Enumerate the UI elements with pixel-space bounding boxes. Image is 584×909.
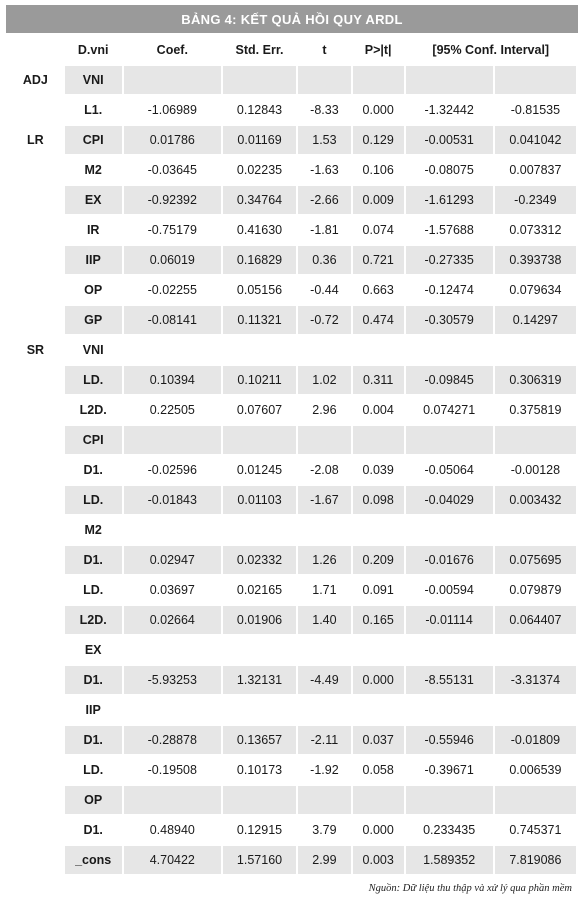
cell-var: OP [65,786,122,814]
cell-lo: 0.233435 [423,823,476,837]
cell-grp [8,546,63,574]
table-row [8,126,576,154]
cell-t: -0.44 [310,283,339,297]
cell-se: 0.02332 [223,546,296,574]
cell-hi: 0.393738 [495,246,576,274]
cell-se: 0.01245 [236,463,283,477]
table-row [8,426,576,454]
table-row [8,636,576,664]
cell-lo: -1.32442 [424,103,474,117]
cell-var: L2D. [65,606,122,634]
header-cell: Coef. [156,43,188,57]
cell-lo: 0.074271 [423,403,476,417]
cell-t: -2.66 [298,186,351,214]
cell-grp [8,636,63,664]
cell-p: 0.004 [362,403,394,417]
cell-var: LD. [65,486,122,514]
cell-t: -4.49 [298,666,351,694]
cell-grp [8,576,63,604]
cell-grp [8,606,63,634]
cell-t: -1.63 [310,163,339,177]
header-cell: t [322,43,327,57]
cell-lo [406,336,493,364]
cell-grp: ADJ [22,73,48,87]
table-row [8,66,576,94]
cell-var: M2 [84,163,102,177]
cell-grp [8,456,63,484]
cell-lo: -0.08075 [424,163,474,177]
cell-hi: 7.819086 [495,846,576,874]
cell-hi: 0.064407 [495,606,576,634]
cell-p: 0.037 [353,726,404,754]
table-row [8,546,576,574]
cell-grp [8,366,63,394]
cell-hi: -0.01809 [495,726,576,754]
table-row [8,156,576,184]
cell-p: 0.003 [353,846,404,874]
cell-p: 0.209 [353,546,404,574]
cell-coef: 0.02947 [124,546,221,574]
cell-var: D1. [65,546,122,574]
cell-hi: -3.31374 [495,666,576,694]
cell-lo: 1.589352 [406,846,493,874]
cell-p [353,516,404,544]
table-row [8,456,576,484]
cell-se: 0.10173 [236,763,283,777]
cell-t: 1.26 [298,546,351,574]
cell-t [298,336,351,364]
regression-table [6,34,578,876]
cell-var: D1. [65,726,122,754]
cell-se: 0.01169 [223,126,296,154]
cell-p: 0.000 [353,666,404,694]
cell-grp [8,516,63,544]
table-row [8,246,576,274]
cell-p: 0.129 [353,126,404,154]
cell-lo: -0.12474 [424,283,474,297]
table-row [8,486,576,514]
cell-lo: -0.04029 [406,486,493,514]
cell-var: IIP [65,246,122,274]
cell-var: _cons [65,846,122,874]
table-row [8,726,576,754]
cell-hi [495,426,576,454]
cell-se: 0.02165 [236,583,283,597]
cell-coef: -0.19508 [147,763,197,777]
cell-se [223,516,296,544]
cell-se: 1.32131 [223,666,296,694]
cell-se: 0.12915 [236,823,283,837]
cell-lo: -0.39671 [424,763,474,777]
cell-p: 0.165 [353,606,404,634]
cell-t: 0.36 [298,246,351,274]
cell-lo: -0.05064 [424,463,474,477]
cell-t [298,786,351,814]
cell-var: L2D. [79,403,107,417]
cell-t [298,66,351,94]
cell-t: -8.33 [310,103,339,117]
cell-lo: -0.30579 [406,306,493,334]
cell-var: EX [84,643,102,657]
cell-coef: -1.06989 [147,103,197,117]
cell-var: CPI [65,426,122,454]
table-row [8,786,576,814]
table-row [8,816,576,844]
cell-var: M2 [84,523,102,537]
cell-var: IR [86,223,100,237]
cell-coef [124,636,221,664]
cell-se: 0.34764 [223,186,296,214]
cell-se: 1.57160 [223,846,296,874]
cell-coef [124,696,221,724]
cell-var: OP [84,283,103,297]
table-container [6,5,578,894]
cell-lo: -0.00531 [406,126,493,154]
cell-coef [124,516,221,544]
table-row [8,336,576,364]
cell-coef [124,66,221,94]
cell-grp [8,276,63,304]
cell-var: D1. [65,666,122,694]
table-row [8,516,576,544]
cell-p: 0.663 [362,283,394,297]
cell-grp [8,426,63,454]
cell-p [353,426,404,454]
cell-hi: -0.81535 [510,103,561,117]
cell-p: 0.039 [362,463,394,477]
cell-grp: SR [26,343,45,357]
cell-p [353,786,404,814]
table-title: BẢNG 4: KẾT QUẢ HỒI QUY ARDL [6,5,578,33]
cell-p: 0.106 [362,163,394,177]
cell-se: 0.13657 [223,726,296,754]
header-cell [8,36,63,64]
cell-se: 0.05156 [236,283,283,297]
cell-var: D1. [83,463,103,477]
table-row [8,666,576,694]
cell-t [298,426,351,454]
cell-hi [495,516,576,544]
cell-lo: -0.00594 [424,583,474,597]
cell-lo: -0.01676 [406,546,493,574]
cell-se [223,336,296,364]
cell-t: -1.67 [298,486,351,514]
cell-se: 0.16829 [223,246,296,274]
cell-grp [8,816,63,844]
table-row [8,696,576,724]
cell-lo: -1.61293 [406,186,493,214]
cell-hi: 0.079634 [509,283,562,297]
cell-coef: -0.03645 [147,163,197,177]
cell-se: 0.07607 [236,403,283,417]
cell-lo: -8.55131 [406,666,493,694]
table-row [8,606,576,634]
cell-t [298,636,351,664]
cell-se: 0.01906 [223,606,296,634]
cell-coef: -0.75179 [147,223,197,237]
cell-coef: -0.08141 [124,306,221,334]
cell-coef: 4.70422 [124,846,221,874]
cell-t: -1.92 [310,763,339,777]
cell-lo: -0.01114 [406,606,493,634]
cell-p: 0.074 [362,223,394,237]
cell-var: VNI [65,66,122,94]
cell-t: 2.99 [298,846,351,874]
cell-grp [8,186,63,214]
cell-coef: -0.28878 [124,726,221,754]
cell-hi: 0.006539 [509,763,562,777]
table-row [8,186,576,214]
cell-t: -0.72 [298,306,351,334]
cell-hi: 0.041042 [495,126,576,154]
cell-grp [8,96,63,124]
cell-lo [406,426,493,454]
table-row [8,96,576,124]
table-row [8,306,576,334]
cell-coef: 0.22505 [149,403,195,417]
cell-hi: 0.007837 [509,163,562,177]
cell-se [223,426,296,454]
cell-se: 0.02235 [236,163,283,177]
cell-hi: 0.073312 [509,223,562,237]
cell-se [223,636,296,664]
cell-coef: 0.10394 [124,366,221,394]
cell-p: 0.000 [362,823,394,837]
cell-coef: 0.01786 [124,126,221,154]
header-cell: D.vni [77,43,109,57]
cell-hi: -0.2349 [495,186,576,214]
cell-p: 0.721 [353,246,404,274]
cell-var: LD. [83,583,104,597]
cell-coef: 0.02664 [124,606,221,634]
table-row [8,576,576,604]
cell-coef: -0.02596 [147,463,197,477]
cell-p: 0.009 [353,186,404,214]
source-note: Nguồn: Dữ liệu thu thập và xử lý qua phần mềm [368,883,572,894]
table-row [8,276,576,304]
cell-p [353,636,404,664]
cell-grp [8,246,63,274]
cell-coef: 0.06019 [124,246,221,274]
cell-grp [8,846,63,874]
cell-hi: 0.745371 [509,823,562,837]
table-row [8,846,576,874]
cell-hi [495,696,576,724]
table-row [8,366,576,394]
cell-grp [8,396,63,424]
cell-hi: 0.075695 [495,546,576,574]
cell-se [223,66,296,94]
cell-se [223,696,296,724]
cell-p: 0.091 [362,583,394,597]
cell-t: 1.40 [298,606,351,634]
cell-var: IIP [85,703,101,717]
cell-lo [406,516,493,544]
cell-se: 0.41630 [236,223,283,237]
cell-coef [124,786,221,814]
cell-lo [406,636,493,664]
cell-grp [8,216,63,244]
cell-grp [8,486,63,514]
cell-coef: -5.93253 [124,666,221,694]
cell-lo [406,66,493,94]
cell-t: 1.71 [312,583,337,597]
cell-lo [406,696,493,724]
table-row [8,216,576,244]
cell-lo: -0.09845 [406,366,493,394]
cell-p: 0.311 [353,366,404,394]
cell-var: VNI [82,343,104,357]
header-cell: [95% Conf. Interval] [432,43,550,57]
cell-lo: -0.55946 [406,726,493,754]
cell-coef [124,426,221,454]
cell-grp: LR [27,133,44,147]
cell-se [223,786,296,814]
cell-lo [406,786,493,814]
cell-grp [8,156,63,184]
header-cell: Std. Err. [235,43,284,57]
cell-t: 1.53 [298,126,351,154]
cell-var: GP [65,306,122,334]
cell-t: -1.81 [310,223,339,237]
cell-var: LD. [65,366,122,394]
cell-var: LD. [83,763,104,777]
cell-hi: 0.079879 [509,583,562,597]
cell-coef: 0.48940 [149,823,195,837]
cell-coef: 0.03697 [149,583,195,597]
cell-p [353,66,404,94]
cell-hi [495,636,576,664]
cell-grp [8,726,63,754]
cell-grp [8,786,63,814]
cell-se: 0.01103 [223,486,296,514]
cell-coef: -0.92392 [124,186,221,214]
cell-p [353,696,404,724]
cell-grp [8,306,63,334]
cell-hi: 0.375819 [509,403,562,417]
cell-t [298,516,351,544]
cell-p [353,336,404,364]
cell-hi [495,336,576,364]
header-row [8,36,576,64]
cell-lo: -1.57688 [424,223,474,237]
cell-t: 3.79 [312,823,337,837]
header-cell: P>|t| [364,43,392,57]
cell-t: 1.02 [298,366,351,394]
cell-var: EX [65,186,122,214]
cell-hi [495,786,576,814]
table-row [8,756,576,784]
cell-coef [124,336,221,364]
cell-t: -2.11 [298,726,351,754]
cell-var: CPI [65,126,122,154]
cell-grp [8,756,63,784]
cell-se: 0.11321 [223,306,296,334]
cell-grp [8,696,63,724]
cell-se: 0.12843 [236,103,283,117]
cell-hi: 0.14297 [495,306,576,334]
cell-t: -2.08 [310,463,339,477]
cell-var: D1. [83,823,103,837]
cell-grp [8,666,63,694]
cell-p: 0.000 [362,103,394,117]
cell-p: 0.098 [353,486,404,514]
cell-coef: -0.02255 [147,283,197,297]
cell-p: 0.474 [353,306,404,334]
cell-t: 2.96 [312,403,337,417]
cell-hi [495,66,576,94]
cell-p: 0.058 [362,763,394,777]
cell-se: 0.10211 [223,366,296,394]
cell-hi: -0.00128 [510,463,561,477]
cell-hi: 0.003432 [495,486,576,514]
cell-var: L1. [84,103,103,117]
cell-coef: -0.01843 [124,486,221,514]
table-row [8,396,576,424]
table-body [8,66,576,874]
cell-t [298,696,351,724]
cell-lo: -0.27335 [406,246,493,274]
cell-hi: 0.306319 [495,366,576,394]
